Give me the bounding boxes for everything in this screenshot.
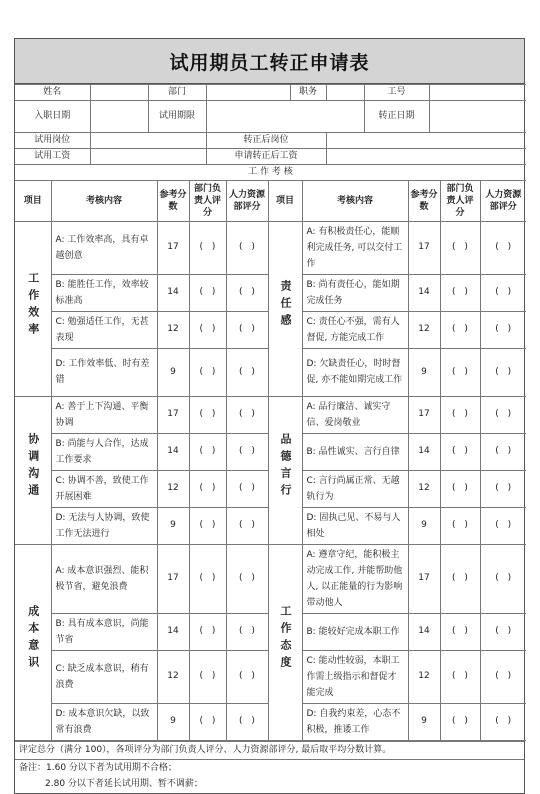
criterion-left: D: 成本意识欠缺，以致常有浪费 [51, 703, 157, 740]
ref-score-left: 14 [157, 613, 189, 650]
category-left-label: 工作效率 [26, 271, 40, 340]
dept-score-left[interactable]: ( ) [189, 274, 226, 311]
dept-score-right[interactable]: ( ) [440, 433, 480, 470]
ref-score-right: 9 [408, 507, 440, 544]
hr-score-left[interactable]: ( ) [226, 507, 268, 544]
ref-score-left: 14 [157, 433, 189, 470]
join-date-label: 入职日期 [15, 101, 90, 133]
hr-score-left[interactable]: ( ) [226, 396, 268, 433]
dept-field[interactable] [206, 85, 290, 101]
criterion-left: C: 协调不善，致使工作开展困难 [51, 470, 157, 507]
category-right-label: 责任感 [279, 280, 292, 331]
hr-score-left[interactable]: ( ) [226, 544, 268, 613]
header-dept-right: 部门负责人评分 [440, 181, 480, 221]
ref-score-left: 17 [157, 221, 189, 274]
dept-score-left[interactable]: ( ) [189, 470, 226, 507]
dept-score-left[interactable]: ( ) [189, 433, 226, 470]
position-label: 职务 [290, 85, 326, 101]
criterion-right: D: 欠缺责任心，时时督促, 亦不能如期完成工作 [302, 348, 408, 396]
trial-period-label: 试用期限 [148, 101, 206, 133]
dept-score-left[interactable]: ( ) [189, 613, 226, 650]
criterion-right: C: 责任心不强，需有人督促, 方能完成工作 [302, 311, 408, 348]
post-after-field[interactable] [326, 133, 526, 149]
application-form [14, 38, 525, 794]
header-ref-left: 参考分数 [157, 181, 189, 221]
dept-score-right[interactable]: ( ) [440, 613, 480, 650]
hr-score-left[interactable]: ( ) [226, 650, 268, 703]
header-hr-left: 人力资源部评分 [226, 181, 268, 221]
criterion-left: B: 能胜任工作，效率较标准高 [51, 274, 157, 311]
dept-score-right[interactable]: ( ) [440, 650, 480, 703]
position-field[interactable] [326, 85, 364, 101]
hr-score-right[interactable]: ( ) [480, 470, 526, 507]
name-field[interactable] [90, 85, 148, 101]
hr-score-right[interactable]: ( ) [480, 311, 526, 348]
ref-score-right: 17 [408, 544, 440, 613]
dept-score-left[interactable]: ( ) [189, 221, 226, 274]
dept-score-right[interactable]: ( ) [440, 507, 480, 544]
footer-table [15, 741, 524, 794]
criterion-right: B: 品性诚实、言行自律 [302, 433, 408, 470]
id-label: 工号 [364, 85, 429, 101]
ref-score-left: 14 [157, 274, 189, 311]
dept-label: 部门 [148, 85, 206, 101]
total-score-note: 评定总分（满分 100），各项评分为部门负责人评分、人力资源部评分, 最后取平均分数计算。 [15, 741, 524, 759]
category-left-label: 协调沟通 [26, 433, 40, 501]
hr-score-left[interactable]: ( ) [226, 274, 268, 311]
ref-score-left: 12 [157, 470, 189, 507]
header-dept-left: 部门负责人评分 [189, 181, 226, 221]
ref-score-left: 9 [157, 507, 189, 544]
form-title-bar [15, 39, 524, 84]
criterion-right: A: 遵章守纪，能积极主动完成工作, 并能帮助他 人, 以正能量的行为影响带动他人 [302, 544, 408, 613]
criterion-right: D: 固执己见、不易与人相处 [302, 507, 408, 544]
header-hr-right: 人力资源部评分 [480, 181, 526, 221]
category-left [15, 221, 51, 396]
name-label: 姓名 [15, 85, 90, 101]
criterion-left: C: 勉强适任工作，无甚表现 [51, 311, 157, 348]
dept-score-right[interactable]: ( ) [440, 544, 480, 613]
hr-score-left[interactable]: ( ) [226, 613, 268, 650]
ref-score-left: 9 [157, 348, 189, 396]
dept-score-left[interactable]: ( ) [189, 396, 226, 433]
post-after-label: 转正后岗位 [206, 133, 326, 149]
ref-score-left: 12 [157, 650, 189, 703]
category-right [268, 544, 302, 740]
remark-line-1: 备注：1.60 分以下者为试用期不合格； [19, 763, 177, 774]
hr-score-right[interactable]: ( ) [480, 507, 526, 544]
header-ref-right: 参考分数 [408, 181, 440, 221]
trial-post-field[interactable] [90, 133, 206, 149]
hr-score-left[interactable]: ( ) [226, 470, 268, 507]
criterion-left: B: 尚能与人合作，达成工作要求 [51, 433, 157, 470]
header-item-left: 项目 [15, 181, 51, 221]
ref-score-left: 17 [157, 396, 189, 433]
ref-score-right: 9 [408, 348, 440, 396]
criterion-right: C: 言行尚属正常、无越轨行为 [302, 470, 408, 507]
dept-score-right[interactable]: ( ) [440, 470, 480, 507]
trial-period-field[interactable] [206, 101, 364, 133]
dept-score-right[interactable]: ( ) [440, 274, 480, 311]
criterion-left: D: 无法与人协调，致使工作无法进行 [51, 507, 157, 544]
criterion-right: A: 品行廉洁、诚实守信、爱岗敬业 [302, 396, 408, 433]
hr-score-right[interactable]: ( ) [480, 613, 526, 650]
criterion-left: B: 具有成本意识，尚能节省 [51, 613, 157, 650]
trial-post-label: 试用岗位 [15, 133, 90, 149]
evaluation-body [15, 221, 526, 740]
hr-score-right[interactable]: ( ) [480, 221, 526, 274]
dept-score-left[interactable]: ( ) [189, 650, 226, 703]
hr-score-right[interactable]: ( ) [480, 433, 526, 470]
header-content-left: 考核内容 [51, 181, 157, 221]
category-right-label: 品德言行 [279, 433, 292, 501]
dept-score-right[interactable]: ( ) [440, 311, 480, 348]
criterion-right: B: 尚有责任心，能如期完成任务 [302, 274, 408, 311]
header-content-right: 考核内容 [302, 181, 408, 221]
remark-line-2: 2.80 分以下者延长试用期、暂不调薪； [45, 779, 203, 790]
confirm-date-field[interactable] [429, 101, 526, 133]
ref-score-left: 17 [157, 544, 189, 613]
category-right [268, 221, 302, 396]
evaluation-row [15, 544, 526, 613]
hr-score-right[interactable]: ( ) [480, 544, 526, 613]
trial-salary-label: 试用工资 [15, 149, 90, 165]
hr-score-right[interactable]: ( ) [480, 650, 526, 703]
evaluation-table [15, 181, 526, 741]
confirm-date-label: 转正日期 [364, 101, 429, 133]
criterion-right: D: 自我约束差，心态不积极，推诿工作 [302, 703, 408, 740]
header-item-right: 项目 [268, 181, 302, 221]
hr-score-right[interactable]: ( ) [480, 396, 526, 433]
dept-score-right[interactable]: ( ) [440, 348, 480, 396]
ref-score-right: 14 [408, 274, 440, 311]
hr-score-left[interactable]: ( ) [226, 703, 268, 740]
hr-score-left[interactable]: ( ) [226, 221, 268, 274]
dept-score-right[interactable]: ( ) [440, 703, 480, 740]
category-left [15, 544, 51, 740]
dept-score-right[interactable]: ( ) [440, 221, 480, 274]
criterion-right: B: 能较好完成本职工作 [302, 613, 408, 650]
category-left-label: 成本意识 [26, 605, 40, 673]
dept-score-right[interactable]: ( ) [440, 396, 480, 433]
ref-score-right: 9 [408, 703, 440, 740]
ref-score-right: 12 [408, 311, 440, 348]
hr-score-right[interactable]: ( ) [480, 348, 526, 396]
ref-score-right: 12 [408, 470, 440, 507]
dept-score-left[interactable]: ( ) [189, 703, 226, 740]
criterion-right: C: 能动性较弱，本职工作需上级指示和督促才能完成 [302, 650, 408, 703]
dept-score-left[interactable]: ( ) [189, 311, 226, 348]
category-left [15, 396, 51, 544]
hr-score-right[interactable]: ( ) [480, 703, 526, 740]
criterion-left: A: 善于上下沟通、平衡协调 [51, 396, 157, 433]
remarks-cell [15, 759, 524, 793]
hr-score-left[interactable]: ( ) [226, 311, 268, 348]
basic-info-table [15, 84, 526, 181]
trial-salary-field[interactable] [90, 149, 206, 165]
category-right [268, 396, 302, 544]
ref-score-right: 14 [408, 613, 440, 650]
ref-score-right: 17 [408, 396, 440, 433]
form-title: 试用期员工转正申请表 [169, 51, 370, 74]
id-field[interactable] [429, 85, 526, 101]
ref-score-right: 14 [408, 433, 440, 470]
hr-score-left[interactable]: ( ) [226, 348, 268, 396]
criterion-left: A: 成本意识强烈、能积极节省，避免浪费 [51, 544, 157, 613]
evaluation-row [15, 396, 526, 433]
criterion-right: A: 有积极责任心，能顺利完成任务, 可以交付工作 [302, 221, 408, 274]
ref-score-right: 12 [408, 650, 440, 703]
ref-score-left: 9 [157, 703, 189, 740]
dept-score-left[interactable]: ( ) [189, 544, 226, 613]
join-date-field[interactable] [90, 101, 148, 133]
criterion-left: A: 工作效率高，具有卓越创意 [51, 221, 157, 274]
dept-score-left[interactable]: ( ) [189, 507, 226, 544]
section-heading: 工 作 考 核 [15, 165, 526, 181]
evaluation-row [15, 221, 526, 274]
salary-after-label: 申请转正后工资 [206, 149, 326, 165]
hr-score-left[interactable]: ( ) [226, 433, 268, 470]
hr-score-right[interactable]: ( ) [480, 274, 526, 311]
ref-score-right: 17 [408, 221, 440, 274]
criterion-left: D: 工作效率低、时有差错 [51, 348, 157, 396]
ref-score-left: 12 [157, 311, 189, 348]
criterion-left: C: 缺乏成本意识，稍有浪费 [51, 650, 157, 703]
salary-after-field[interactable] [326, 149, 526, 165]
category-right-label: 工作态度 [279, 605, 292, 673]
dept-score-left[interactable]: ( ) [189, 348, 226, 396]
